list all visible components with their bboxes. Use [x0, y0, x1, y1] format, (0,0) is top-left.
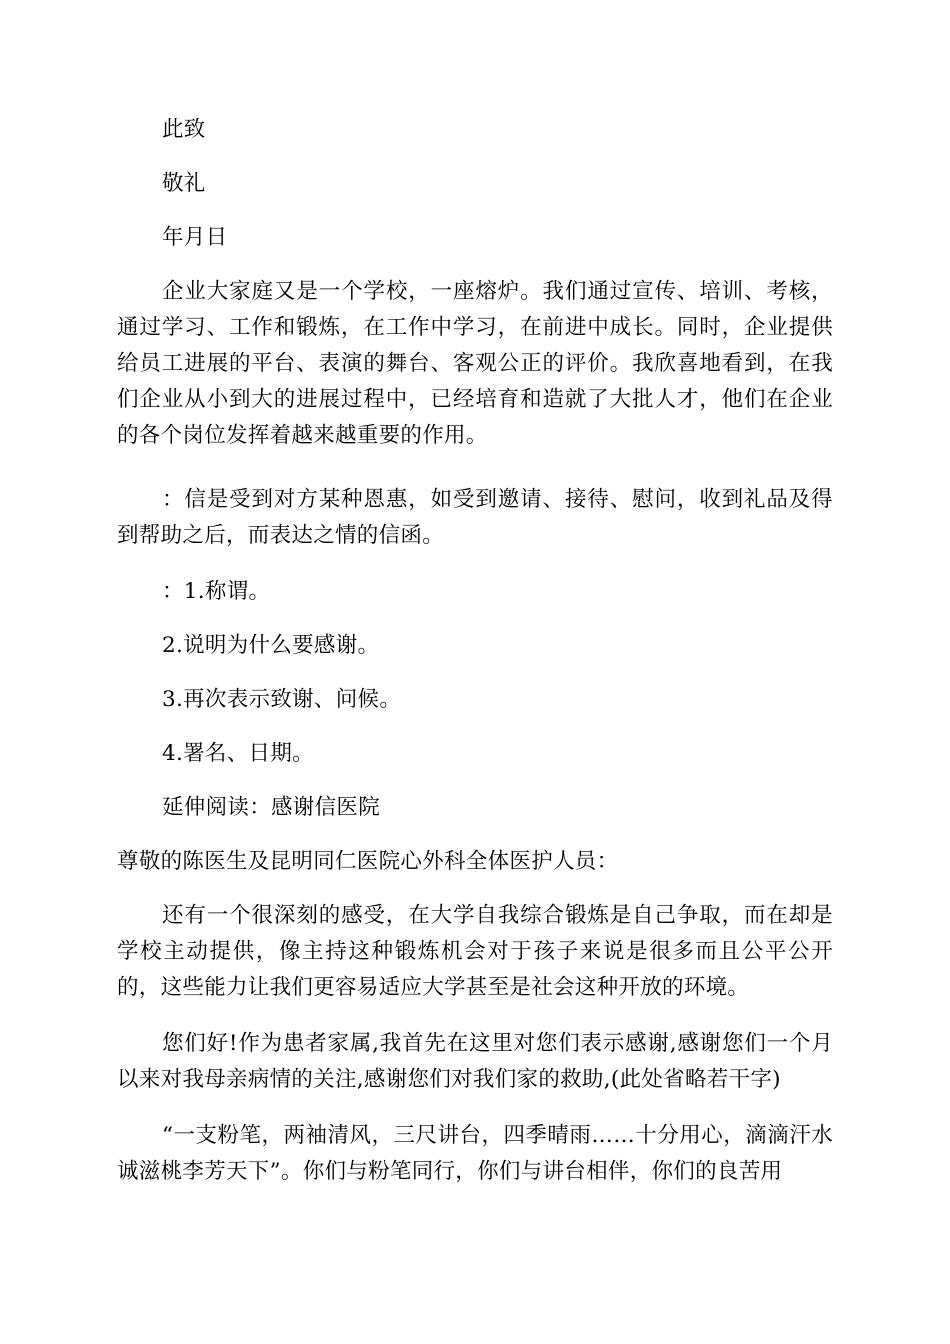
date-line: 年月日: [162, 225, 228, 250]
list-item: 2.说明为什么要感谢。: [162, 633, 380, 658]
body-paragraph: 还有一个很深刻的感受，在大学自我综合锻炼是自己争取，而在却是学校主动提供，像主持这种锻炼机会对于孩子来说是很多而且公平公开的，这些能力让我们更容易适应大学甚至是社会这种开放的环境。: [117, 903, 833, 1000]
body-paragraph: 您们好!作为患者家属,我首先在这里对您们表示感谢,感谢您们一个月以来对我母亲病情的关注,感谢您们对我们家的救助,(此处省略若干字): [117, 1031, 833, 1092]
closing-salutation: 此致: [162, 117, 206, 142]
list-item: 3.再次表示致谢、问候。: [162, 687, 402, 712]
body-paragraph: ：信是受到对方某种恩惠，如受到邀请、接待、慰问，收到礼品及得到帮助之后，而表达之情的信函。: [117, 487, 833, 548]
list-item: ：1.称谓。: [162, 579, 271, 604]
letter-greeting: 尊敬的陈医生及昆明同仁医院心外科全体医护人员：: [117, 849, 619, 874]
body-paragraph: “一支粉笔，两袖清风，三尺讲台，四季晴雨……十分用心，滴滴汗水诚滋桃李芳天下”。你们与粉笔同行，你们与讲台相伴，你们的良苦用: [117, 1123, 833, 1184]
list-item: 4.署名、日期。: [162, 741, 314, 766]
closing-regards: 敬礼: [162, 171, 206, 196]
body-paragraph: 企业大家庭又是一个学校，一座熔炉。我们通过宣传、培训、考核，通过学习、工作和锻炼，在工作中学习，在前进中成长。同时，企业提供给员工进展的平台、表演的舞台、客观公正的评价。我欣喜地看到，在我们企业从小到大的进展过程中，已经培育和造就了大批人才，他们在企业的各个岗位发挥着越来越重要的作用。: [117, 279, 833, 448]
section-heading: 延伸阅读：感谢信医院: [162, 795, 381, 820]
